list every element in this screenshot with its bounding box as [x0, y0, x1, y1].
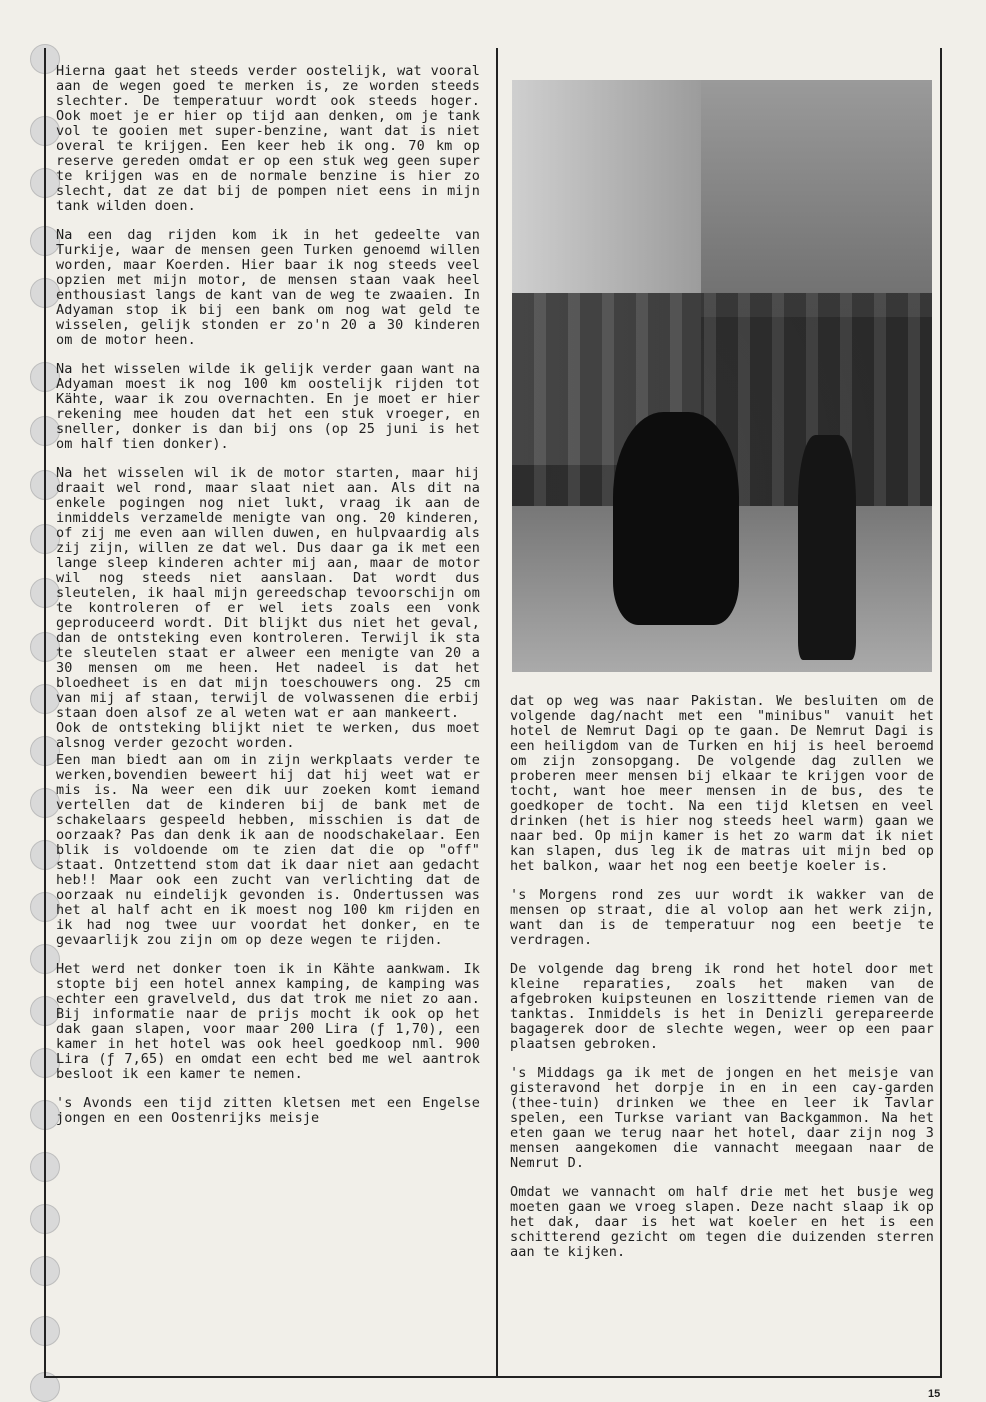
paragraph: Een man biedt aan om in zijn werkplaats verder te werken,bovendien beweert hij dat hij weet wat er mis is. Na weer een dik uur zoeken komt iemand vertellen dat de kinderen bij de bank met de schakelaars gespeeld hebben, misschien is dat de oorzaak? Pas dan denk ik aan de noodschakelaar. Een blik is voldoende om te zien dat die op "off" staat. Ontzettend stom dat ik daar niet aan gedacht heb!! Maar ook een zucht van verlichting dat de oorzaak nu eindelijk gevonden is. Ondertussen was het al half acht en ik moest nog 100 km rijden en ik had nog twee uur voordat het donker, en te gevaarlijk zou zijn om op deze wegen te rijden.: [56, 752, 480, 948]
paragraph: Omdat we vannacht om half drie met het busje weg moeten gaan we vroeg slapen. Deze nacht slaap ik op het dak, daar is het wat koeler en het is een schitterend gezicht om tegen die duizenden sterren aan te kijken.: [510, 1184, 934, 1260]
paragraph: 's Middags ga ik met de jongen en het meisje van gisteravond het dorpje in en in een cay-garden (thee-tuin) drinken we thee en leer ik Tavlar spelen, een Turkse variant van Backgammon. Na het eten gaan we terug naar het hotel, daar zijn nog 3 mensen aangekomen die vannacht meegaan naar de Nemrut D.: [510, 1065, 934, 1171]
column-divider: [496, 48, 498, 1378]
paragraph: Ook de ontsteking blijkt niet te werken, dus moet alsnog verder gezocht worden.: [56, 720, 480, 751]
paragraph: De volgende dag breng ik rond het hotel door met kleine reparaties, zoals het maken van de afgebroken kuipsteunen en loszittende riemen van de tanktas. Inmiddels is het in Denizli gerepareerde bagagerek door de slechte wegen, weer op een paar plaatsen gebroken.: [510, 961, 934, 1052]
paragraph: Hierna gaat het steeds verder oostelijk, wat vooral aan de wegen goed te merken is, ze worden steeds slechter. De temperatuur wordt ook steeds hoger. Ook moet je er hier op tijd aan denken, om je tank vol te gooien met super-benzine, want dat is niet overal te krijgen. Een keer heb ik ong. 70 km op reserve gereden omdat er op een stuk weg geen super te krijgen was en de normale benzine is hier zo slecht, dat ze dat bij de pompen niet eens in mijn tank wilden doen.: [56, 63, 480, 214]
right-column: [510, 694, 934, 1274]
paragraph: Het werd net donker toen ik in Kähte aankwam. Ik stopte bij een hotel annex kamping, de kamping was echter een gravelveld, dus dat trok me niet zo aan. Bij informatie naar de prijs mocht ik ook op het dak gaan slapen, voor maar 200 Lira (ƒ 1,70), een kamer in het hotel was ook heel goedkoop nml. 900 Lira (ƒ 7,65) en omdat een echt bed me wel aantrok besloot ik een kamer te nemen.: [56, 961, 480, 1082]
paragraph: Na het wisselen wil ik de motor starten, maar hij draait wel rond, maar slaat niet aan. Als dit na enkele pogingen nog niet lukt, vraag ik aan de inmiddels verzamelde menigte van ong. 20 kinderen, of zij me even aan willen duwen, en hulpvaardig als zij zijn, willen ze dat wel. Dus daar ga ik met een lange sleep kinderen achter mij aan, maar de motor wil nog steeds niet aanslaan. Dat wordt dus sleutelen, ik haal mijn gereedschap tevoorschijn om te kontroleren of er wel iets zoals een vonk geproduceerd wordt. Dit blijkt dus niet het geval, dan de ontsteking even kontroleren. Terwijl ik sta te sleutelen staat er alweer een menigte van 20 a 30 mensen om me heen. Het nadeel is dat het bloedheet is en dat mijn toeschouwers ong. 25 cm van mij af staan, terwijl de volwassenen die erbij staan doen alsof ze al weten wat er aan mankeert.: [56, 465, 480, 721]
left-column: [56, 64, 480, 1140]
paragraph: Na het wisselen wilde ik gelijk verder gaan want na Adyaman moest ik nog 100 km oostelijk rijden tot Kähte, waar ik zou overnachten. En je moet er hier rekening mee houden dat het een stuk vroeger, en sneller, donker is dan bij ons (op 25 juni is het om half tien donker).: [56, 361, 480, 452]
motorcycle-crowd-photo: [512, 80, 932, 672]
paragraph: Na een dag rijden kom ik in het gedeelte van Turkije, waar de mensen geen Turken genoemd willen worden, maar Koerden. Hier baar ik nog steeds veel opzien met mijn motor, de mensen staan vaak heel enthousiast langs de kant van de weg te zwaaien. In Adyaman stop ik bij een bank om nog wat geld te wisselen, gelijk stonden er zo'n 20 a 30 kinderen om de motor heen.: [56, 227, 480, 348]
paragraph: 's Morgens rond zes uur wordt ik wakker van de mensen op straat, die al volop aan het werk zijn, want dan is de temperatuur nog een beetje te verdragen.: [510, 887, 934, 948]
photo-boy: [798, 435, 857, 660]
page-number: 15: [928, 1388, 941, 1400]
photo-motorcycle: [613, 412, 739, 625]
paragraph: dat op weg was naar Pakistan. We besluiten om de volgende dag/nacht met een "minibus" vanuit het hotel de Nemrut Dagi op te gaan. De Nemrut Dagi is een heiligdom van de Turken en hij is heel beroemd om zijn zonsopgang. De volgende dag zullen we proberen meer mensen bij elkaar te krijgen voor de tocht, want hoe meer mensen in de bus, des te goedkoper de tocht. Na een tijd kletsen en veel drinken (het is hier nog steeds heel warm) gaan we naar bed. Op mijn kamer is het zo warm dat ik niet kan slapen, dus leg ik de matras uit mijn bed op het balkon, waar het nog een beetje koeler is.: [510, 693, 934, 874]
paragraph: 's Avonds een tijd zitten kletsen met een Engelse jongen en een Oostenrijks meisje: [56, 1095, 480, 1126]
